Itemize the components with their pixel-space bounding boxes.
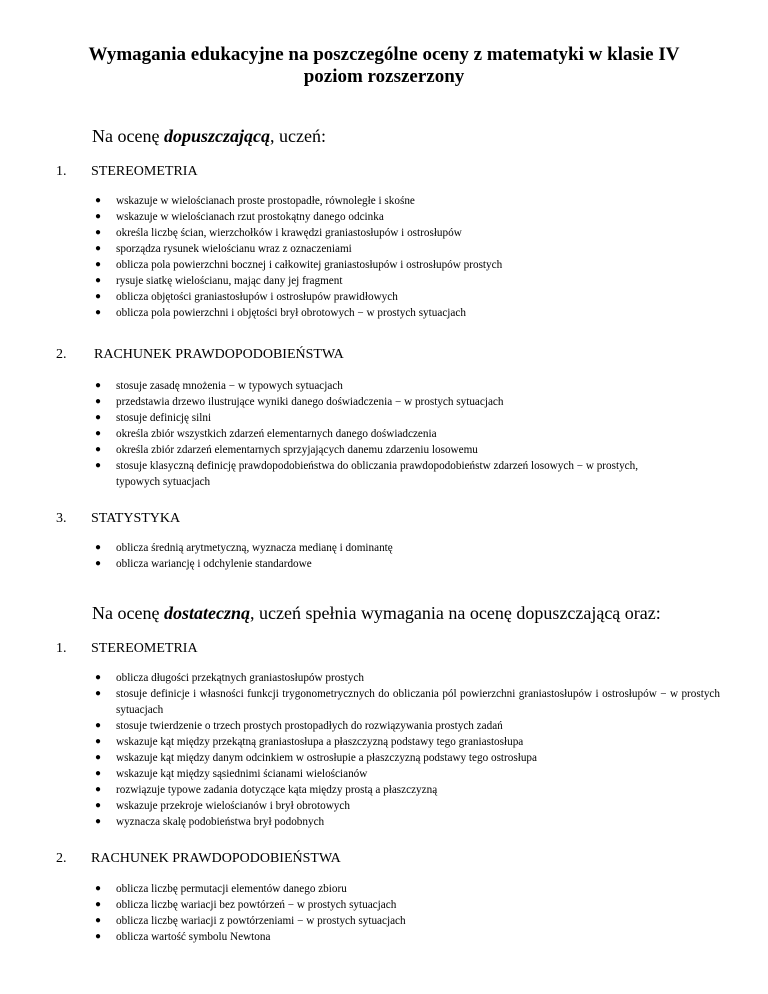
list-item: ● wyznacza skalę podobieństwa brył podobnych xyxy=(92,814,720,830)
list-item: ● wskazuje kąt między danym odcinkiem w ostrosłupie a płaszczyzną podstawy tego ostrosłupa xyxy=(92,750,720,766)
requirements-list-rachunek-prawdopodobienstwa-2 xyxy=(92,881,712,945)
bullet-icon: ● xyxy=(94,899,102,910)
list-item: ● oblicza pola powierzchni bocznej i całkowitej graniastosłupów i ostrosłupów prostych xyxy=(92,257,712,273)
requirements-list-statystyka xyxy=(92,540,712,572)
bullet-icon: ● xyxy=(94,460,102,471)
list-item: ● oblicza liczbę permutacji elementów danego zbioru xyxy=(92,881,712,897)
section-number: 2. xyxy=(56,347,67,362)
document-title-line-2: poziom rozszerzony xyxy=(303,66,465,87)
grade-heading-dostateczna xyxy=(92,602,661,624)
list-item: ● oblicza liczbę wariacji bez powtórzeń − w prostych sytuacjach xyxy=(92,897,712,913)
bullet-icon: ● xyxy=(94,444,102,455)
list-item: ● stosuje zasadę mnożenia − w typowych sytuacjach xyxy=(92,378,672,394)
bullet-icon: ● xyxy=(94,227,102,238)
list-item: ● wskazuje kąt między sąsiednimi ścianami wielościanów xyxy=(92,766,720,782)
list-item: ● oblicza długości przekątnych graniastosłupów prostych xyxy=(92,670,720,686)
bullet-icon: ● xyxy=(94,428,102,439)
list-item: ● wskazuje przekroje wielościanów i brył obrotowych xyxy=(92,798,720,814)
grade-heading-emphasis: dostateczną xyxy=(163,603,250,623)
bullet-icon: ● xyxy=(94,736,102,747)
bullet-icon: ● xyxy=(94,915,102,926)
bullet-icon: ● xyxy=(94,380,102,391)
section-number: 1. xyxy=(56,641,67,656)
section-number: 2. xyxy=(56,851,67,866)
requirements-list-rachunek-prawdopodobienstwa xyxy=(92,378,672,490)
grade-heading-suffix: , uczeń: xyxy=(269,126,326,146)
bullet-icon: ● xyxy=(94,558,102,569)
list-item: ● wskazuje w wielościanach proste prostopadłe, równoległe i skośne xyxy=(92,193,712,209)
section-heading-rachunek-prawdopodobienstwa-2 xyxy=(56,850,341,868)
list-item: ● stosuje klasyczną definicję prawdopodobieństwa do obliczania prawdopodobieństw zdarzeń losowych − w prostych, typowych sytuacjach xyxy=(92,458,672,490)
list-item: ● określa zbiór zdarzeń elementarnych sprzyjających danemu zdarzeniu losowemu xyxy=(92,442,672,458)
list-item: ● stosuje twierdzenie o trzech prostych prostopadłych do rozwiązywania prostych zadań xyxy=(92,718,720,734)
section-heading-statystyka xyxy=(56,510,180,528)
list-item: ● wskazuje kąt między przekątną graniastosłupa a płaszczyzną podstawy tego graniastosłupa xyxy=(92,734,720,750)
grade-heading-prefix: Na ocenę xyxy=(92,603,164,623)
list-item: ● oblicza pola powierzchni i objętości brył obrotowych − w prostych sytuacjach xyxy=(92,305,712,321)
grade-heading-prefix: Na ocenę xyxy=(92,126,164,146)
list-item: ● stosuje definicje i własności funkcji trygonometrycznych do obliczania pól powierzchni graniastosłupów i ostrosłupów − w prostych sytuacjach xyxy=(92,686,720,718)
section-name: RACHUNEK PRAWDOPODOBIEŃSTWA xyxy=(94,347,344,362)
bullet-icon: ● xyxy=(94,688,102,699)
list-item: ● sporządza rysunek wielościanu wraz z oznaczeniami xyxy=(92,241,712,257)
bullet-icon: ● xyxy=(94,768,102,779)
bullet-icon: ● xyxy=(94,800,102,811)
section-name: STEREOMETRIA xyxy=(91,641,198,656)
section-number: 1. xyxy=(56,164,67,179)
bullet-icon: ● xyxy=(94,720,102,731)
bullet-icon: ● xyxy=(94,412,102,423)
bullet-icon: ● xyxy=(94,752,102,763)
list-item: ● określa liczbę ścian, wierzchołków i krawędzi graniastosłupów i ostrosłupów xyxy=(92,225,712,241)
bullet-icon: ● xyxy=(94,542,102,553)
section-name: STEREOMETRIA xyxy=(91,164,198,179)
bullet-icon: ● xyxy=(94,396,102,407)
bullet-icon: ● xyxy=(94,816,102,827)
section-heading-stereometria-2 xyxy=(56,640,198,658)
section-heading-stereometria xyxy=(56,163,198,181)
document-title-line-1: Wymagania edukacyjne na poszczególne oceny z matematyki w klasie IV xyxy=(88,44,680,65)
section-name: RACHUNEK PRAWDOPODOBIEŃSTWA xyxy=(91,851,341,866)
bullet-icon: ● xyxy=(94,784,102,795)
bullet-icon: ● xyxy=(94,275,102,286)
list-item: ● określa zbiór wszystkich zdarzeń elementarnych danego doświadczenia xyxy=(92,426,672,442)
bullet-icon: ● xyxy=(94,672,102,683)
list-item: ● stosuje definicję silni xyxy=(92,410,672,426)
bullet-icon: ● xyxy=(94,883,102,894)
grade-heading-emphasis: dopuszczającą xyxy=(163,126,270,146)
bullet-icon: ● xyxy=(94,291,102,302)
list-item: ● oblicza średnią arytmetyczną, wyznacza medianę i dominantę xyxy=(92,540,712,556)
section-number: 3. xyxy=(56,511,67,526)
list-item: ● oblicza wariancję i odchylenie standardowe xyxy=(92,556,712,572)
section-name: STATYSTYKA xyxy=(91,511,181,526)
bullet-icon: ● xyxy=(94,243,102,254)
list-item: ● wskazuje w wielościanach rzut prostokątny danego odcinka xyxy=(92,209,712,225)
list-item: ● przedstawia drzewo ilustrujące wyniki danego doświadczenia − w prostych sytuacjach xyxy=(92,394,672,410)
bullet-icon: ● xyxy=(94,259,102,270)
list-item: ● oblicza objętości graniastosłupów i ostrosłupów prawidłowych xyxy=(92,289,712,305)
requirements-list-stereometria xyxy=(92,193,712,321)
bullet-icon: ● xyxy=(94,195,102,206)
grade-heading-suffix: , uczeń spełnia wymagania na ocenę dopuszczającą oraz: xyxy=(249,603,661,623)
bullet-icon: ● xyxy=(94,931,102,942)
requirements-list-stereometria-2 xyxy=(92,670,720,830)
list-item: ● oblicza wartość symbolu Newtona xyxy=(92,929,712,945)
bullet-icon: ● xyxy=(94,307,102,318)
section-heading-rachunek-prawdopodobienstwa xyxy=(56,346,344,364)
bullet-icon: ● xyxy=(94,211,102,222)
list-item: ● oblicza liczbę wariacji z powtórzeniami − w prostych sytuacjach xyxy=(92,913,712,929)
list-item: ● rozwiązuje typowe zadania dotyczące kąta między prostą a płaszczyzną xyxy=(92,782,720,798)
list-item: ● rysuje siatkę wielościanu, mając dany jej fragment xyxy=(92,273,712,289)
grade-heading-dopuszczajaca xyxy=(92,125,326,147)
